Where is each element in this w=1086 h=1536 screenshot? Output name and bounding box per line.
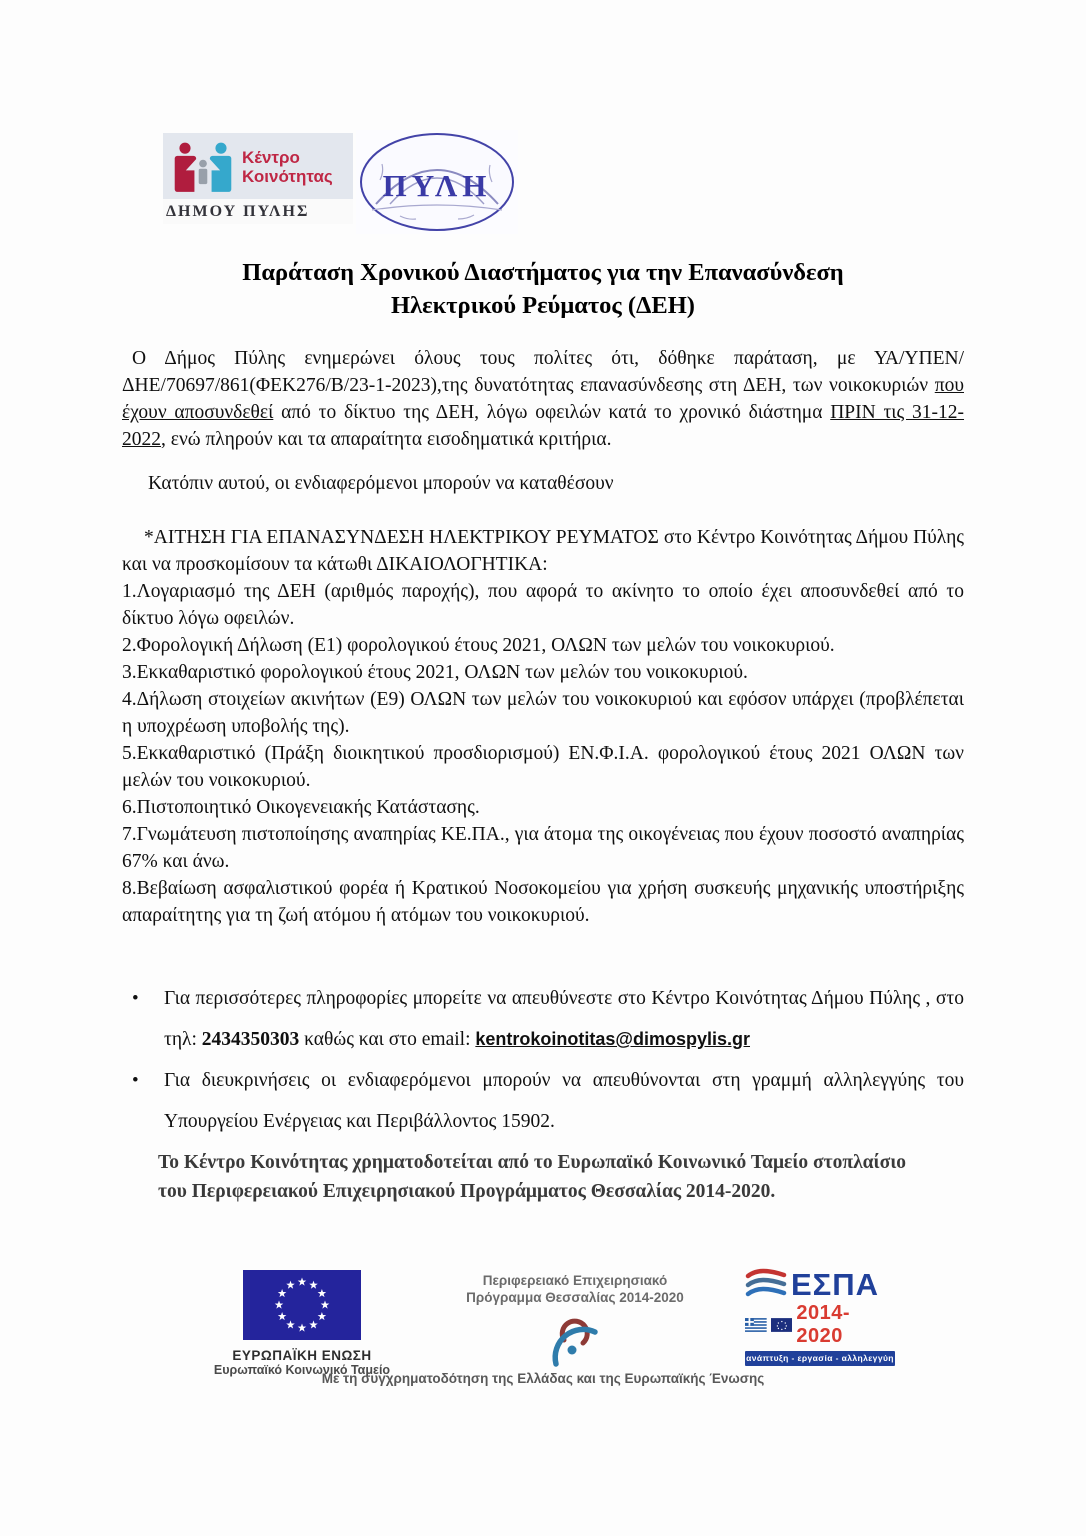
document-item-5: 5.Εκκαθαριστικό (Πράξη διοικητικού προσδιορισμού) ΕΝ.Φ.Ι.Α. φορολογικού έτους 2021 ΟΛΩΝ των μελών του νοικοκυριού. [122, 743, 964, 791]
bullet-icon: • [132, 988, 139, 1009]
funding-note: Το Κέντρο Κοινότητας χρηματοδοτείται από το Ευρωπαϊκό Κοινωνικό Ταμείο στοπλαίσιο του Περιφερειακού Επιχειρησιακού Προγράμματος Θεσσαλίας 2014-2020. [158, 1152, 906, 1202]
svg-text:ΠΥΛΗ: ΠΥΛΗ [382, 168, 492, 203]
bullet-clarifications: • Για διευκρινήσεις οι ενδιαφερόμενοι μπορούν να απευθύνονται στη γραμμή αλληλεγγύης του Υπουργείου Ενέργειας και Περιβάλλοντος 15902. [122, 1060, 964, 1142]
document-item-8: 8.Βεβαίωση ασφαλιστικού φορέα ή Κρατικού Νοσοκομείου για χρήση συσκευής μηχανικής υποστήριξης απαραίτητης για τη ζωή ατόμου ή ατόμων του νοικοκυριού. [122, 878, 964, 926]
eu-flag-icon [243, 1270, 361, 1340]
application-paragraph: *ΑΙΤΗΣΗ ΓΙΑ ΕΠΑΝΑΣΥΝΔΕΣΗ ΗΛΕΚΤΡΙΚΟΥ ΡΕΥΜΑΤΟΣ στο Κέντρο Κοινότητας Δήμου Πύλης και να προσκομίσουν τα κάτωθι ΔΙΚΑΙΟΛΟΓΗΤΙΚΑ: [122, 527, 965, 575]
community-center-logo-box [163, 133, 353, 199]
intro-paragraph: Ο Δήμος Πύλης ενημερώνει όλους τους πολίτες ότι, δόθηκε παράταση, με ΥΑ/ΥΠΕΝ/ΔΗΕ/70697/861(ΦΕΚ276/Β/23-1-2023),της δυνατότητας επανασύνδεσης στη ΔΕΗ, των νοικοκυριών που έχουν αποσυνδεθεί από το δίκτυο της ΔΕΗ, λόγω οφειλών κατά το χρονικό διάστημα ΠΡΙΝ τις 31-12-2022, ενώ πληρούν και τα απαραίτητα εισοδηματικά κριτήρια. [122, 348, 965, 450]
email-address: kentrokoinotitas@dimospylis.gr [475, 1029, 750, 1049]
thessaly-programme-swirl-icon [548, 1310, 602, 1368]
family-icon [173, 141, 233, 193]
espa-title: ΕΣΠΑ [791, 1267, 880, 1302]
underlined-phrase-deadline: ΠΡΙΝ τις 31-12-2022 [122, 402, 965, 450]
document-item-6: 6.Πιστοποιητικό Οικογενειακής Κατάστασης. [122, 797, 480, 818]
espa-waves-icon [745, 1268, 787, 1300]
pyli-municipality-logo [356, 130, 518, 234]
pyli-bridge-icon [356, 130, 518, 234]
application-tail: ΔΙΚΑΙΟΛΟΓΗΤΙΚΑ: [376, 554, 548, 575]
page-title [0, 256, 1086, 322]
espa-motto: ανάπτυξη - εργασία - αλληλεγγύη [745, 1351, 895, 1366]
eu-mini-flag-icon [771, 1318, 793, 1332]
page-title-line2: Ηλεκτρικού Ρεύματος (ΔΕΗ) [391, 292, 695, 319]
regional-programme-line2: Πρόγραμμα Θεσσαλίας 2014-2020 [466, 1290, 684, 1305]
after-intro-paragraph: Κατόπιν αυτού, οι ενδιαφερόμενοι μπορούν να καταθέσουν [148, 473, 614, 494]
eu-flag-block [196, 1270, 408, 1377]
regional-programme-line1: Περιφερειακό Επιχειρησιακό [482, 1273, 668, 1288]
espa-logo [745, 1266, 895, 1366]
document-body [122, 345, 964, 929]
bullet-icon: • [132, 1070, 139, 1091]
document-item-4: 4.Δήλωση στοιχείων ακινήτων (Ε9) ΟΛΩΝ των μελών του νοικοκυριού και εφόσον υπάρχει (προβλέπεται η υποχρέωση υποβολής της). [122, 689, 964, 737]
document-item-3: 3.Εκκαθαριστικό φορολογικού έτους 2021, ΟΛΩΝ των μελών του νοικοκυριού. [122, 662, 748, 683]
regional-programme-block [440, 1272, 710, 1373]
contact-bullets [122, 978, 964, 1142]
eu-union-label: ΕΥΡΩΠΑΪΚΗ ΕΝΩΣΗ [232, 1348, 372, 1363]
phone-number: 2434350303 [201, 1029, 300, 1050]
espa-period: 2014-2020 [796, 1302, 850, 1347]
greek-flag-icon [745, 1318, 767, 1332]
document-item-7: 7.Γνωμάτευση πιστοποίησης αναπηρίας ΚΕ.ΠΑ., για άτομα της οικογένειας που έχουν ποσοστό αναπηρίας 67% και άνω. [122, 824, 964, 872]
eu-social-fund-label: Ευρωπαϊκό Κοινωνικό Ταμείο [213, 1363, 391, 1377]
bullet-info: • Για περισσότερες πληροφορίες μπορείτε να απευθύνεστε στο Κέντρο Κοινότητας Δήμου Πύλης , στο τηλ: 2434350303 καθώς και στο email: kentrokoinotitas@dimospylis.gr [122, 978, 964, 1060]
underlined-phrase-disconnected: που έχουν αποσυνδεθεί [122, 375, 964, 423]
page-title-line1: Παράταση Χρονικού Διαστήματος για την Επανασύνδεση [242, 259, 844, 286]
document-item-2: 2.Φορολογική Δήλωση (Ε1) φορολογικού έτους 2021, ΟΛΩΝ των μελών του νοικοκυριού. [122, 635, 835, 656]
municipality-name: ΔΗΜΟΥ ΠΥΛΗΣ [163, 199, 353, 224]
document-item-1: 1.Λογαριασμό της ΔΕΗ (αριθμός παροχής), που αφορά το ακίνητο το οποίο έχει αποσυνδεθεί από το δίκτυο λόγω οφειλών. [122, 581, 964, 629]
cofinancing-note: Με τη συγχρηματοδότηση της Ελλάδας και της Ευρωπαϊκής Ένωσης [321, 1371, 765, 1386]
application-lead: *ΑΙΤΗΣΗ ΓΙΑ ΕΠΑΝΑΣΥΝΔΕΣΗ ΗΛΕΚΤΡΙΚΟΥ ΡΕΥΜΑΤΟΣ [144, 527, 659, 548]
community-center-logo [163, 133, 353, 224]
community-center-logo-title: Κέντρο Κοινότητας [242, 148, 333, 186]
